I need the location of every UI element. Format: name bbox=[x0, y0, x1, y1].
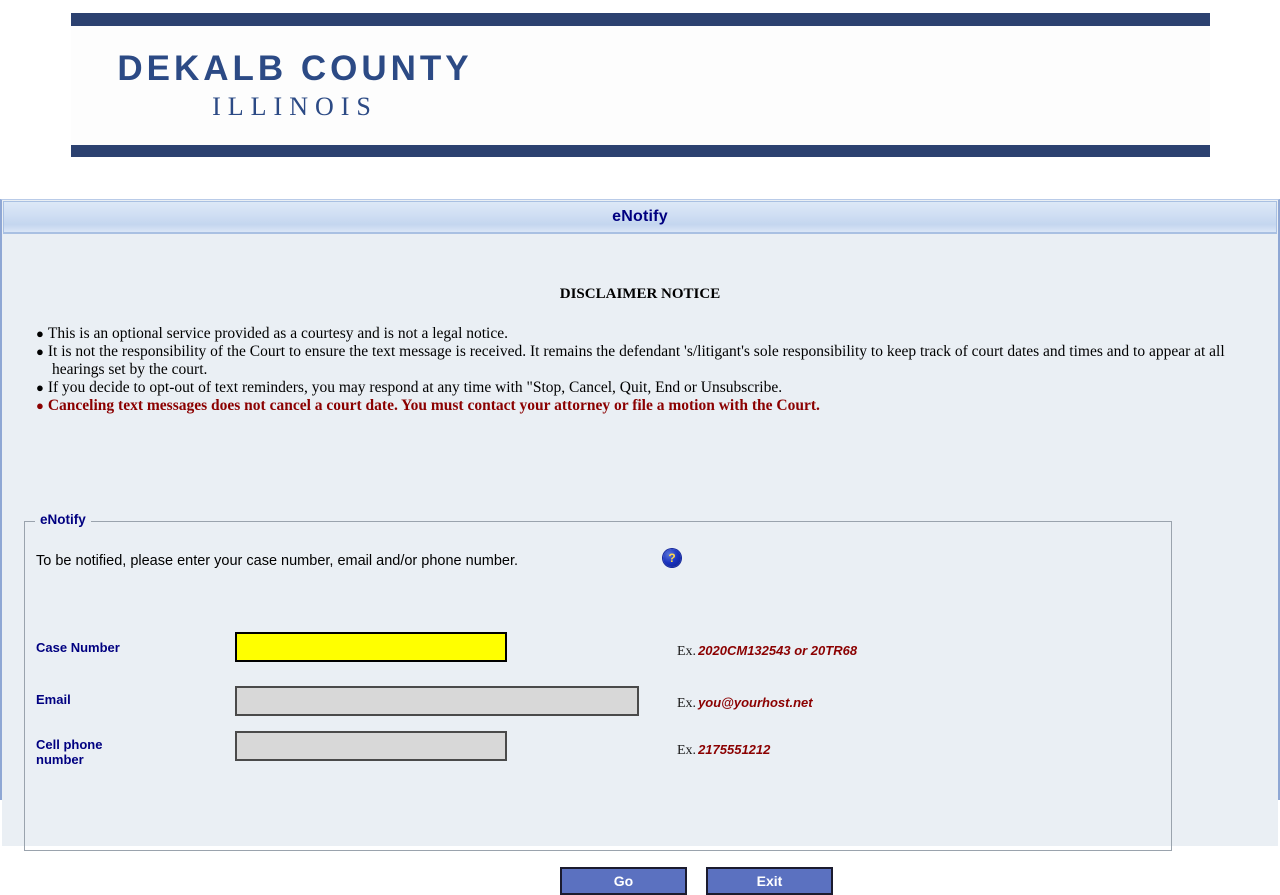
example-value: you@yourhost.net bbox=[698, 695, 813, 710]
example-value: 2020CM132543 or 20TR68 bbox=[698, 643, 858, 658]
disclaimer-item-text: It is not the responsibility of the Court to ensure the text message is received. It remains the defendant 's/litigant's sole responsibility to keep track of court dates and times and to appear at all hearings set by the court. bbox=[47, 343, 1225, 378]
cell-phone-label bbox=[36, 737, 211, 767]
disclaimer-item-text: This is an optional service provided as a courtesy and is not a legal notice. bbox=[47, 325, 508, 342]
form-instruction-row bbox=[36, 550, 1156, 569]
bullet-icon: ● bbox=[36, 326, 44, 341]
page-title: eNotify bbox=[612, 208, 668, 225]
email-label: Email bbox=[36, 692, 71, 707]
page-title-bar bbox=[3, 201, 1277, 233]
enotify-form-group bbox=[24, 512, 1172, 889]
example-prefix: Ex. bbox=[677, 644, 697, 659]
bullet-icon: ● bbox=[36, 398, 44, 413]
case-number-label: Case Number bbox=[36, 640, 120, 655]
help-question-icon[interactable] bbox=[663, 549, 681, 567]
case-number-row bbox=[36, 640, 1156, 674]
title-bar-divider bbox=[3, 233, 1277, 237]
disclaimer-item bbox=[36, 379, 1248, 397]
bullet-icon: ● bbox=[36, 380, 44, 395]
help-icon-glyph: ? bbox=[668, 550, 676, 565]
example-prefix: Ex. bbox=[677, 696, 697, 711]
example-prefix: Ex. bbox=[677, 743, 697, 758]
main-content bbox=[2, 286, 1278, 889]
cell-phone-label-line1: Cell phone bbox=[36, 737, 103, 752]
disclaimer-heading: DISCLAIMER NOTICE bbox=[559, 286, 721, 302]
form-button-bar bbox=[560, 867, 833, 895]
exit-button[interactable]: Exit bbox=[706, 867, 833, 895]
application-frame bbox=[0, 199, 1280, 889]
disclaimer-item-text: Canceling text messages does not cancel a court date. You must contact your attorney or file a motion with the Court. bbox=[47, 397, 820, 414]
case-number-example bbox=[677, 643, 857, 660]
disclaimer-bullet-list bbox=[2, 325, 1278, 415]
disclaimer-item bbox=[36, 325, 1248, 343]
county-logo bbox=[85, 51, 505, 122]
cell-phone-input[interactable] bbox=[235, 731, 507, 761]
cell-phone-example bbox=[677, 742, 770, 759]
go-button[interactable]: Go bbox=[560, 867, 687, 895]
disclaimer-item-warning bbox=[36, 397, 1248, 415]
email-input[interactable] bbox=[235, 686, 639, 716]
bullet-icon: ● bbox=[36, 344, 44, 359]
county-banner bbox=[71, 13, 1210, 157]
disclaimer-item bbox=[36, 343, 1248, 379]
form-instruction-text: To be notified, please enter your case number, email and/or phone number. bbox=[36, 553, 519, 569]
case-number-input[interactable] bbox=[235, 632, 507, 662]
disclaimer-item-text: If you decide to opt-out of text reminders, you may respond at any time with "Stop, Cancel, Quit, End or Unsubscribe. bbox=[47, 379, 783, 396]
email-row bbox=[36, 692, 1156, 726]
email-example bbox=[677, 695, 813, 712]
logo-state-name: ILLINOIS bbox=[212, 91, 378, 121]
banner-bottom-rule bbox=[71, 145, 1210, 157]
cell-phone-label-line2: number bbox=[36, 752, 84, 767]
site-header bbox=[0, 0, 1280, 190]
logo-county-name: DEKALB COUNTY bbox=[117, 49, 473, 88]
cell-phone-row bbox=[36, 737, 1156, 771]
form-group-legend: eNotify bbox=[35, 512, 91, 527]
example-value: 2175551212 bbox=[698, 742, 771, 757]
banner-top-rule bbox=[71, 13, 1210, 26]
